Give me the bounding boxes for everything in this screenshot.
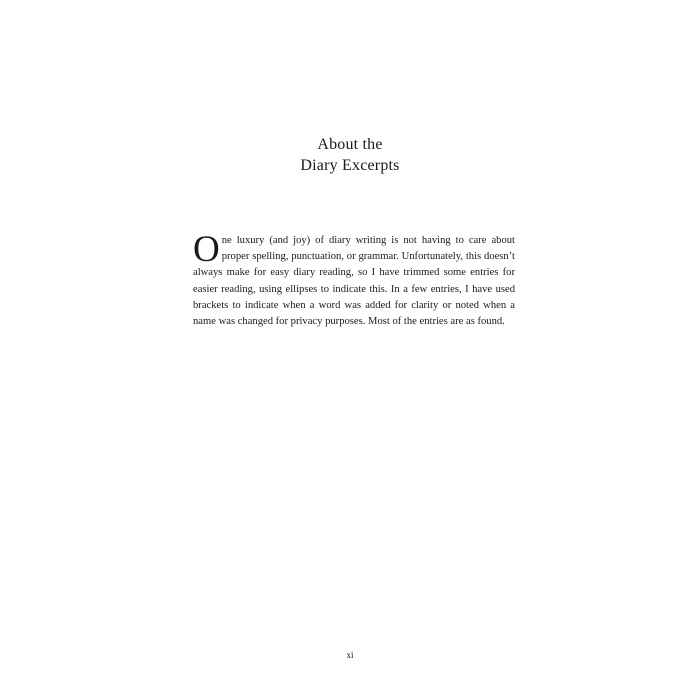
title-line-2: Diary Excerpts [300, 157, 400, 174]
paragraph-text: ne luxury (and joy) of diary writing is not having to care about proper spelling, punctuation, or grammar. Unfortunately, this doesn’t always make for easy diary reading, so I have trimmed some entries for easier reading, using ellipses to indicate this. In a few entries, I have used brackets to indicate when a word was added for clarity or noted when a name was changed for privacy purposes. Most of the entries are as found. [193, 235, 515, 328]
page-title [0, 134, 700, 176]
title-line-1: About the [317, 136, 383, 153]
page-number: xi [346, 650, 354, 660]
drop-cap: O [193, 229, 220, 270]
body-paragraph [193, 229, 515, 330]
